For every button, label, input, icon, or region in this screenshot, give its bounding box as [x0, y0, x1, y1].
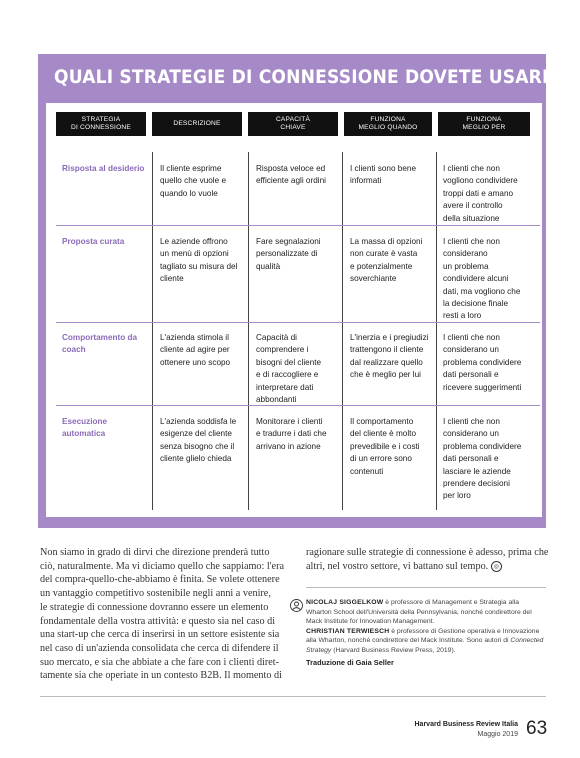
bio-para-1	[306, 598, 546, 627]
header-for: FUNZIONA MEGLIO PER	[438, 112, 530, 136]
column-divider	[342, 152, 343, 510]
author-name-1: NICOLAJ SIGGELKOW	[306, 599, 384, 606]
bio-divider	[306, 587, 546, 588]
header-strategy: STRATEGIA DI CONNESSIONE	[56, 112, 146, 136]
row-strategy-label: Esecuzione automatica	[62, 417, 108, 439]
header-when: FUNZIONA MEGLIO QUANDO	[344, 112, 432, 136]
article-column-2	[306, 546, 551, 573]
author-name-2: CHRISTIAN TERWIESCH	[306, 627, 390, 635]
author-icon	[290, 599, 303, 612]
row-for: I clienti che non considerano un problema condividere alcuni dati, ma vogliono che la decisione finale resti a loro	[443, 237, 521, 321]
bio-text-2: è professore di Gestione operativa e Innovazione alla Wharton, nonché condirettore del Mack Institute. Sono autori di	[306, 627, 540, 645]
translation-credit: Traduzione di Gaia Seller	[306, 658, 394, 667]
bio-text-3: (Harvard Business Review Press, 2019).	[331, 646, 456, 654]
row-description: Le aziende offrono un menù di opzioni tagliato su misura del cliente	[160, 237, 238, 284]
row-description: L'azienda soddisfa le esigenze del cliente senza bisogno che il cliente glielo chieda	[160, 417, 237, 464]
row-description: L'azienda stimola il cliente ad agire per ottenere uno scopo	[160, 333, 231, 367]
row-capacity: Capacità di comprendere i bisogni del cliente e di raccogliere e interpretare dati abbondanti	[256, 333, 322, 405]
row-capacity: Monitorare i clienti e tradurre i dati che arrivano in azione	[256, 417, 327, 451]
row-for: I clienti che non considerano un problema condividere dati personali e lasciare le aziende prendere decisioni per loro	[443, 417, 522, 501]
bio-text-1: è professore di Management e Strategia alla Wharton School dell'Università della Pennsylvania, nonché condirettore del Mack Institute for Innovation Management.	[306, 599, 532, 626]
row-strategy-label: Risposta al desiderio	[62, 164, 145, 173]
row-strategy-label: Comportamento da coach	[62, 333, 138, 355]
author-bio	[306, 598, 546, 656]
column-divider	[248, 152, 249, 510]
row-for: I clienti che non considerano un problema condividere dati personali e ricevere suggerimenti	[443, 333, 522, 392]
panel-title: QUALI STRATEGIE DI CONNESSIONE DOVETE USARE?	[54, 66, 564, 88]
row-divider	[56, 225, 540, 226]
footer-date: Maggio 2019	[477, 731, 518, 738]
article-column-1: Non siamo in grado di dirvi che direzione prenderà tutto ciò, naturalmente. Ma vi diciamo quello che sappiamo: l'era del compra-quello-che-abbiamo è finita. Se volete ottenere un vantaggio competitivo sostenibile negli anni a venire, le strategie di connessione dovranno essere un elemento fondamentale della vostra attività: e questo sia nel caso di una start-up che cerca di inserirsi in un settore esistente sia nel caso di un'azienda consolidata che cerca di difendere il suo mercato, e sia che abbiate a che fare con i clienti diret- tamente sia che operiate in un contesto B2B. Il momento di	[40, 547, 284, 682]
row-when: L'inerzia e i pregiudizi trattengono il cliente dal realizzare quello che è meglio per lui	[350, 333, 429, 380]
page-number: 63	[526, 718, 548, 739]
row-capacity: Fare segnalazioni personalizzate di qualità	[256, 237, 321, 271]
bio-para-2	[306, 627, 546, 656]
column-divider	[436, 152, 437, 510]
header-description: DESCRIZIONE	[152, 112, 242, 136]
footer-divider	[40, 696, 546, 697]
row-for: I clienti che non vogliono condividere troppi dati e amano avere il controllo della situazione	[443, 164, 518, 223]
header-capacity: CAPACITÀ CHIAVE	[248, 112, 338, 136]
column-divider	[152, 152, 153, 510]
row-strategy-label: Proposta curata	[62, 237, 125, 246]
row-when: I clienti sono bene informati	[350, 164, 416, 186]
row-when: Il comportamento del cliente è molto prevedibile e i costi di un errore sono contenuti	[350, 417, 420, 476]
footer-publication: Harvard Business Review Italia	[414, 721, 518, 728]
end-mark-icon: ◎	[491, 561, 502, 572]
row-capacity: Risposta veloce ed efficiente agli ordini	[256, 164, 326, 186]
book-title: Connected Strategy	[306, 637, 544, 654]
article-column-2-text: ragionare sulle strategie di connessione è adesso, prima che altri, nel vostro settore, vi battano sul tempo.	[306, 547, 549, 572]
row-description: Il cliente esprime quello che vuole e quando lo vuole	[160, 164, 227, 198]
row-when: La massa di opzioni non curate è vasta e potenzialmente soverchiante	[350, 237, 423, 284]
